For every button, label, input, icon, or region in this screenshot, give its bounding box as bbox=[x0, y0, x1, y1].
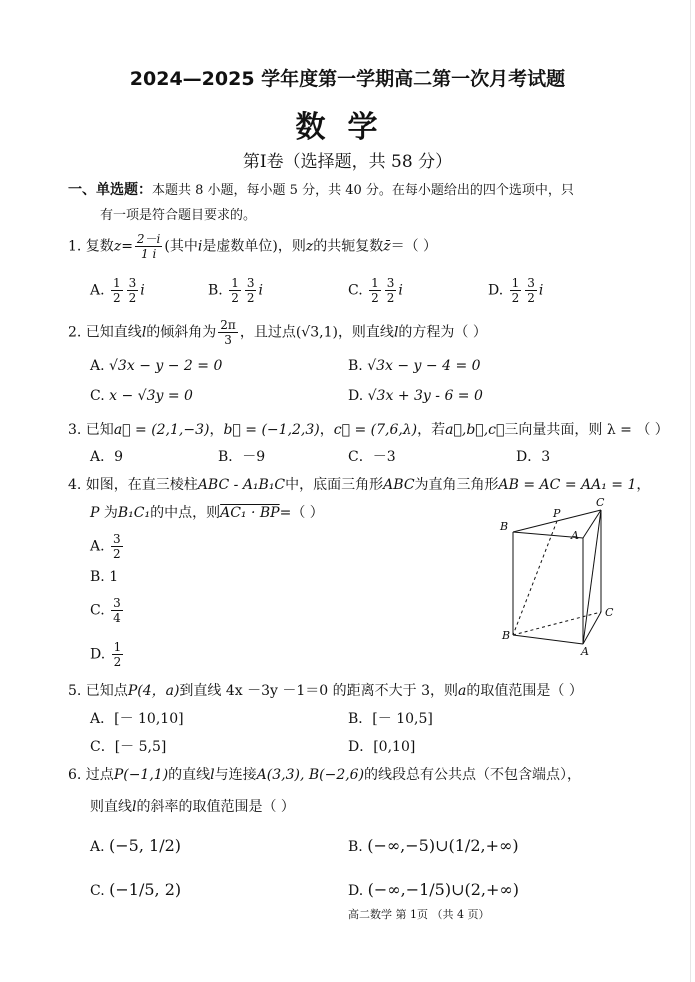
q4-dot: AC₁ · BP bbox=[220, 505, 280, 521]
label-a1: A bbox=[571, 529, 579, 542]
q3-c: c⃗ = (7,6,λ) bbox=[333, 422, 418, 438]
q3-option-d[interactable]: D．3 bbox=[516, 449, 551, 465]
q3-b: b⃗ = (−1,2,3) bbox=[223, 422, 320, 438]
q1-opt-n1: 1 bbox=[231, 276, 239, 290]
q4-b-label: B. bbox=[90, 569, 105, 585]
q1-opt-frac1 bbox=[229, 276, 241, 305]
q1-opt-d1: 2 bbox=[511, 291, 520, 305]
q4-eq: AB = AC = AA₁ = 1 bbox=[498, 477, 637, 493]
q6-pre: 6. 过点 bbox=[68, 767, 114, 783]
q2-l2: l bbox=[393, 324, 399, 341]
q2-option-c[interactable] bbox=[90, 388, 193, 404]
q1-opt-i: i bbox=[258, 282, 263, 299]
q6-b-val: (−∞,−5)∪(1/2,+∞) bbox=[367, 836, 519, 855]
edge-b-c-hidden bbox=[513, 612, 601, 635]
q1-option-d[interactable] bbox=[488, 276, 543, 305]
q2-b-label: B. bbox=[348, 358, 363, 374]
q1-frac-num: 2－i bbox=[136, 232, 161, 246]
q5-pt: P(4，a) bbox=[127, 683, 180, 699]
q6-mid2: 与连接 bbox=[214, 767, 257, 783]
q4-a-num: 3 bbox=[113, 532, 121, 546]
q2-frac-num: 2π bbox=[220, 318, 236, 332]
q1-opt-d1: 2 bbox=[231, 291, 239, 305]
q4-abc: ABC bbox=[383, 477, 415, 493]
question-2 bbox=[68, 318, 487, 347]
q1-opt-frac2 bbox=[245, 276, 257, 305]
q2-option-d[interactable] bbox=[348, 388, 483, 404]
q5-option-d[interactable]: D．[0,10] bbox=[348, 739, 416, 755]
q4-d-frac bbox=[112, 640, 124, 669]
q4-c-den: 4 bbox=[113, 611, 121, 625]
q4-line2-mid: 为 bbox=[103, 505, 118, 521]
q4-option-b[interactable] bbox=[90, 569, 118, 585]
q6-c-label: C. bbox=[90, 883, 105, 899]
q6-d-val: (−∞,−1/5)∪(2,+∞) bbox=[367, 880, 519, 899]
q2-post2: 的方程为（ ） bbox=[398, 324, 487, 341]
q1-opt-frac1 bbox=[369, 276, 381, 305]
q4-d-den: 2 bbox=[113, 655, 122, 669]
q4-mid2: 为直角三角形 bbox=[414, 477, 499, 493]
q1-opt-label: D. bbox=[488, 282, 504, 299]
q4-d-num: 1 bbox=[113, 640, 122, 654]
q2-option-a[interactable] bbox=[90, 358, 222, 374]
q1-opt-label: A. bbox=[90, 282, 105, 299]
q2-d-eq: √3x + 3y - 6 = 0 bbox=[367, 388, 483, 404]
label-b: B bbox=[502, 629, 511, 642]
q1-opt-n1: 1 bbox=[511, 276, 520, 290]
edge-a-c bbox=[583, 612, 601, 644]
q2-a-label: A. bbox=[90, 358, 105, 374]
q2-l: l bbox=[141, 324, 147, 341]
q6-ab: A(3,3), B(−2,6) bbox=[256, 767, 365, 783]
q4-mid: 中，底面三角形 bbox=[285, 477, 384, 493]
q3-abc: a⃗,b⃗,c⃗ bbox=[445, 422, 505, 438]
q4-a-label: A. bbox=[90, 538, 105, 555]
q4-c-label: C. bbox=[90, 602, 105, 619]
q1-opt-i: i bbox=[538, 282, 544, 299]
q1-opt-d2: 2 bbox=[386, 291, 395, 305]
q6-mid: 的直线 bbox=[168, 767, 211, 783]
q2-b-eq: √3x − y − 4 = 0 bbox=[367, 358, 481, 374]
segment-bp bbox=[513, 521, 557, 635]
q1-i: i bbox=[197, 238, 203, 255]
question-1 bbox=[68, 232, 437, 261]
prism-figure bbox=[495, 492, 630, 657]
q2-option-b[interactable] bbox=[348, 358, 481, 374]
q1-opt-frac1 bbox=[510, 276, 522, 305]
q5-option-c[interactable]: C．[－ 5,5] bbox=[90, 739, 167, 755]
q6-option-b[interactable] bbox=[348, 836, 519, 855]
q3-post: 三向量共面，则 λ = （ ） bbox=[504, 422, 669, 438]
segment-ac1 bbox=[583, 510, 601, 644]
q1-opt-i: i bbox=[398, 282, 403, 299]
q3-mid: ，若 bbox=[417, 422, 446, 438]
q6-post: 的线段总有公共点（不包含端点）， bbox=[364, 767, 582, 783]
label-c: C bbox=[605, 606, 614, 619]
q4-prism: ABC - A₁B₁C bbox=[197, 477, 286, 493]
q6-option-d[interactable] bbox=[348, 880, 519, 899]
q1-opt-frac2 bbox=[385, 276, 397, 305]
q1-option-a[interactable] bbox=[90, 276, 145, 305]
q4-option-a[interactable] bbox=[90, 532, 125, 561]
exam-title: 2024—2025 学年度第一学期高二第一次月考试题 bbox=[129, 68, 566, 90]
q2-pre: 2. 已知直线 bbox=[68, 324, 142, 341]
q2-mid: 的倾斜角为 bbox=[146, 324, 217, 341]
q4-pre: 4. 如图，在直三棱柱 bbox=[68, 477, 198, 493]
part1-desc1: 本题共 8 小题，每小题 5 分，共 40 分。在每小题给出的四个选项中，只 bbox=[152, 183, 574, 198]
q5-mid: 到直线 4x －3y －1＝0 的距离不大于 3，则 bbox=[179, 683, 459, 699]
q1-opt-d1: 2 bbox=[113, 291, 121, 305]
part1-desc2: 有一项是符合题目要求的。 bbox=[100, 208, 257, 223]
q1-opt-d2: 2 bbox=[527, 291, 535, 305]
q1-option-b[interactable] bbox=[208, 276, 263, 305]
q1-pre: 1. 复数 bbox=[68, 238, 114, 255]
q1-opt-n2: 3 bbox=[386, 276, 395, 290]
q1-opt-label: B. bbox=[208, 282, 223, 299]
q2-d-label: D. bbox=[348, 388, 364, 404]
q4-line2-mid2: 的中点，则 bbox=[150, 505, 221, 521]
q4-b1c1: B₁C₁ bbox=[117, 505, 151, 521]
label-a: A bbox=[581, 645, 589, 657]
q1-opt-d2: 2 bbox=[128, 291, 137, 305]
question-5 bbox=[68, 680, 583, 700]
q1-z-eq: z= bbox=[113, 238, 133, 255]
q1-zbar: z̄ bbox=[383, 238, 391, 255]
question-3: 3. 已知a⃗ = (2,1,−3)，b⃗ = (−1,2,3)，c⃗ = (7,6,λ)，若a⃗,b⃗,c⃗三向量共面，则 λ = （ ） bbox=[68, 422, 669, 438]
q4-option-d[interactable] bbox=[90, 640, 125, 669]
q2-mid2: ，且过点 bbox=[239, 324, 296, 341]
q1-mid: (其中 bbox=[164, 238, 198, 255]
q1-opt-frac2 bbox=[127, 276, 139, 305]
q6-l2: l bbox=[132, 799, 137, 815]
q2-fraction bbox=[218, 318, 238, 347]
q1-opt-label: C. bbox=[348, 282, 363, 299]
q3-option-a[interactable]: A．9 bbox=[90, 449, 124, 465]
label-c1: C bbox=[596, 496, 605, 509]
q6-b-label: B. bbox=[348, 839, 363, 855]
q6-a-val: (−5, 1/2) bbox=[109, 836, 182, 855]
q6-option-c[interactable] bbox=[90, 880, 181, 899]
q6-option-a[interactable] bbox=[90, 836, 181, 855]
label-b1: B bbox=[500, 520, 509, 533]
q1-opt-d1: 2 bbox=[371, 291, 379, 305]
q6-a-label: A. bbox=[90, 839, 105, 855]
question-4-line2 bbox=[90, 502, 324, 522]
q1-opt-frac2 bbox=[525, 276, 537, 305]
q4-c-frac bbox=[111, 596, 123, 625]
q6-line2b: 的斜率的取值范围是（ ） bbox=[136, 799, 295, 815]
q5-option-b[interactable]: B．[－ 10,5] bbox=[348, 711, 433, 727]
q1-opt-n2: 3 bbox=[527, 276, 535, 290]
part1-heading-line bbox=[68, 179, 574, 199]
q1-fraction bbox=[135, 232, 162, 261]
q2-post: ，则直线 bbox=[337, 324, 394, 341]
q2-a-eq: √3x − y − 2 = 0 bbox=[109, 358, 223, 374]
q6-l: l bbox=[210, 767, 215, 783]
subject-title: 数学 bbox=[295, 110, 400, 145]
q4-option-c[interactable] bbox=[90, 596, 125, 625]
q3-option-c[interactable]: C．－3 bbox=[348, 449, 396, 465]
q4-comma: ， bbox=[636, 477, 651, 493]
q4-d-label: D. bbox=[90, 646, 106, 663]
q2-c-label: C. bbox=[90, 388, 105, 404]
q4-a-frac bbox=[111, 532, 123, 561]
q1-opt-n2: 3 bbox=[128, 276, 137, 290]
question-6-line1 bbox=[68, 764, 581, 784]
part1-heading: 一、单选题： bbox=[68, 182, 152, 198]
q1-opt-n1: 1 bbox=[113, 276, 121, 290]
q1-opt-n2: 3 bbox=[246, 276, 255, 290]
page-footer: 高二数学 第 1页 （共 4 页） bbox=[348, 908, 490, 921]
q5-post: 的取值范围是（ ） bbox=[466, 683, 583, 699]
q6-c-val: (−1/5, 2) bbox=[109, 880, 182, 899]
q1-blank: ＝（ ） bbox=[390, 238, 438, 255]
q5-pre: 5. 已知点 bbox=[68, 683, 128, 699]
q6-p: P(−1,1) bbox=[113, 767, 169, 783]
edge-b-a bbox=[513, 635, 583, 644]
q1-option-c[interactable] bbox=[348, 276, 403, 305]
question-4-line1 bbox=[68, 474, 650, 494]
q1-post: 的共轭复数 bbox=[313, 238, 384, 255]
q1-frac-den: 1 i bbox=[141, 247, 157, 261]
q3-option-b[interactable]: B．－9 bbox=[218, 449, 266, 465]
q3-pre: 3. 已知 bbox=[68, 422, 114, 438]
label-p: P bbox=[553, 507, 561, 520]
q1-mid2: 是虚数单位)，则 bbox=[202, 238, 306, 255]
q6-d-label: D. bbox=[348, 883, 364, 899]
q1-opt-i: i bbox=[140, 282, 145, 299]
q4-b-val: 1 bbox=[109, 569, 119, 585]
q4-blank: =（ ） bbox=[279, 505, 324, 521]
q5-a: a bbox=[458, 683, 467, 699]
q1-z: z bbox=[305, 238, 314, 255]
q4-p: P bbox=[90, 505, 100, 521]
q5-option-a[interactable]: A．[－ 10,10] bbox=[90, 711, 184, 727]
q1-opt-frac1 bbox=[111, 276, 123, 305]
q4-a-den: 2 bbox=[113, 547, 121, 561]
q6-line2: 则直线 bbox=[90, 799, 132, 815]
q3-a: a⃗ = (2,1,−3) bbox=[113, 422, 210, 438]
q2-point: (√3,1) bbox=[295, 324, 338, 341]
q4-c-num: 3 bbox=[113, 596, 121, 610]
q2-frac-den: 3 bbox=[224, 333, 232, 347]
section-title: 第Ⅰ卷（选择题，共 58 分） bbox=[242, 152, 453, 172]
q2-c-eq: x − √3y = 0 bbox=[109, 388, 193, 404]
q1-opt-d2: 2 bbox=[246, 291, 255, 305]
question-6-line2 bbox=[90, 796, 295, 816]
q1-opt-n1: 1 bbox=[371, 276, 379, 290]
